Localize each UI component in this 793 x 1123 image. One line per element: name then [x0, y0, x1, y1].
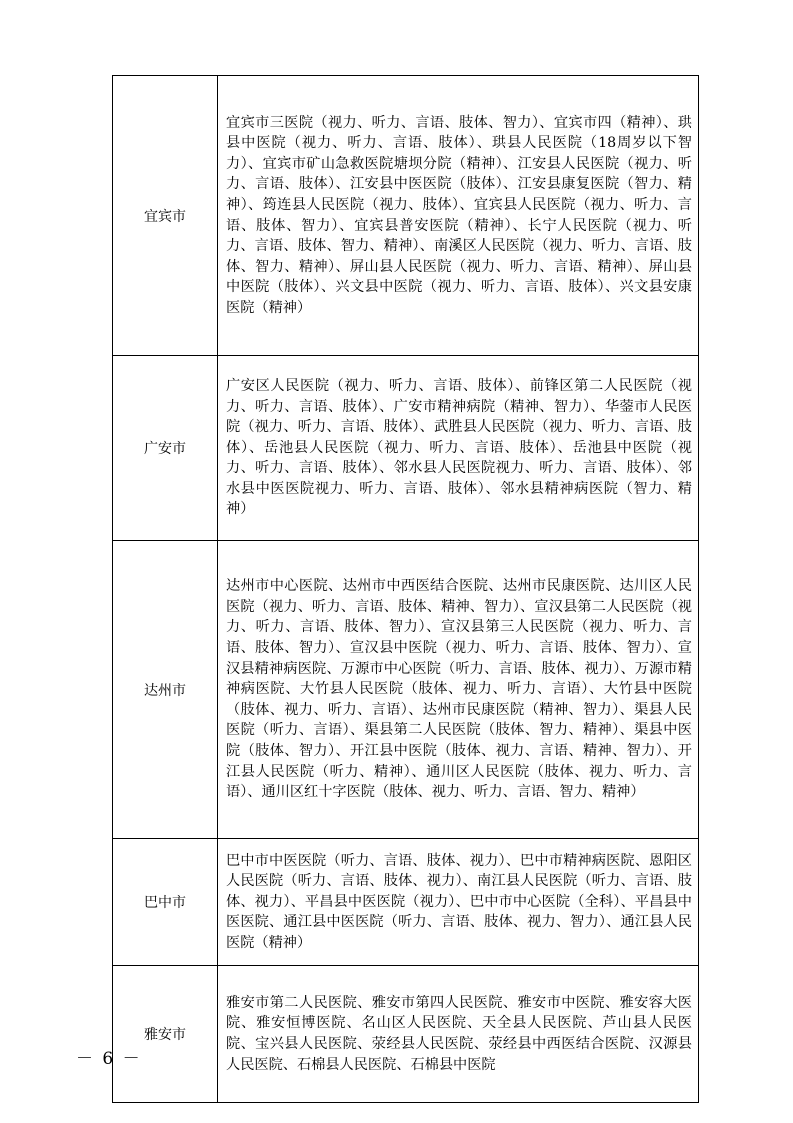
hospital-list-cell: 巴中市中医医院（听力、言语、肢体、视力）、巴中市精神病医院、恩阳区人民医院（听力、言语、肢体、视力）、南江县人民医院（听力、言语、肢体、视力）、平昌县中医医院（视力）、巴中市中心医院（全科）、平昌县中医医院、通江县中医医院（听力、言语、肢体、视力、智力）、通江县人民医院（精神） — [218, 839, 699, 966]
city-cell: 雅安市 — [113, 966, 218, 1103]
page-number: － 6 － — [76, 1049, 142, 1069]
hospital-list-cell: 达州市中心医院、达州市中西医结合医院、达州市民康医院、达川区人民医院（视力、听力、言语、肢体、精神、智力）、宣汉县第二人民医院（视力、听力、言语、肢体、智力）、宣汉县第三人民医院（视力、听力、言语、肢体、智力）、宣汉县中医院（视力、听力、言语、肢体、智力）、宣汉县精神病医院、万源市中心医院（听力、言语、肢体、视力）、万源市精神病医院、大竹县人民医院（肢体、视力、听力、言语）、大竹县中医院（肢体、视力、听力、言语）、达州市民康医院（精神、智力）、渠县人民医院（听力、言语）、渠县第二人民医院（肢体、智力、精神）、渠县中医院（肢体、智力）、开江县中医院（肢体、视力、言语、精神、智力）、开江县人民医院（听力、精神）、通川区人民医院（肢体、视力、听力、言语）、通川区红十字医院（肢体、视力、听力、言语、智力、精神） — [218, 541, 699, 839]
city-cell: 广安市 — [113, 356, 218, 541]
city-cell: 宜宾市 — [113, 76, 218, 356]
hospital-list-cell: 雅安市第二人民医院、雅安市第四人民医院、雅安市中医院、雅安容大医院、雅安恒博医院、名山区人民医院、天全县人民医院、芦山县人民医院、宝兴县人民医院、荥经县人民医院、荥经县中西医结合医院、汉源县人民医院、石棉县人民医院、石棉县中医院 — [218, 966, 699, 1103]
hospital-table — [112, 75, 699, 1103]
table-row — [113, 76, 699, 356]
city-cell: 巴中市 — [113, 839, 218, 966]
city-cell: 达州市 — [113, 541, 218, 839]
table-row — [113, 966, 699, 1103]
hospital-list-cell: 广安区人民医院（视力、听力、言语、肢体）、前锋区第二人民医院（视力、听力、言语、肢体）、广安市精神病院（精神、智力）、华蓥市人民医院（视力、听力、言语、肢体）、武胜县人民医院（视力、听力、言语、肢体）、岳池县人民医院（视力、听力、言语、肢体）、岳池县中医院（视力、听力、言语、肢体）、邻水县人民医院视力、听力、言语、肢体）、邻水县中医医院视力、听力、言语、肢体）、邻水县精神病医院（智力、精神） — [218, 356, 699, 541]
table-row — [113, 356, 699, 541]
hospital-list-cell: 宜宾市三医院（视力、听力、言语、肢体、智力）、宜宾市四（精神）、珙县中医院（视力、听力、言语、肢体）、珙县人民医院（18周岁以下智力）、宜宾市矿山急救医院塘坝分院（精神）、江安县人民医院（视力、听力、言语、肢体）、江安县中医医院（肢体）、江安县康复医院（智力、精神）、筠连县人民医院（视力、肢体）、宜宾县人民医院（视力、听力、言语、肢体、智力）、宜宾县普安医院（精神）、长宁人民医院（视力、听力、言语、肢体、智力、精神）、南溪区人民医院（视力、听力、言语、肢体、智力、精神）、屏山县人民医院（视力、听力、言语、精神）、屏山县中医院（肢体）、兴文县中医院（视力、听力、言语、肢体）、兴文县安康医院（精神） — [218, 76, 699, 356]
table-row — [113, 541, 699, 839]
table-row — [113, 839, 699, 966]
